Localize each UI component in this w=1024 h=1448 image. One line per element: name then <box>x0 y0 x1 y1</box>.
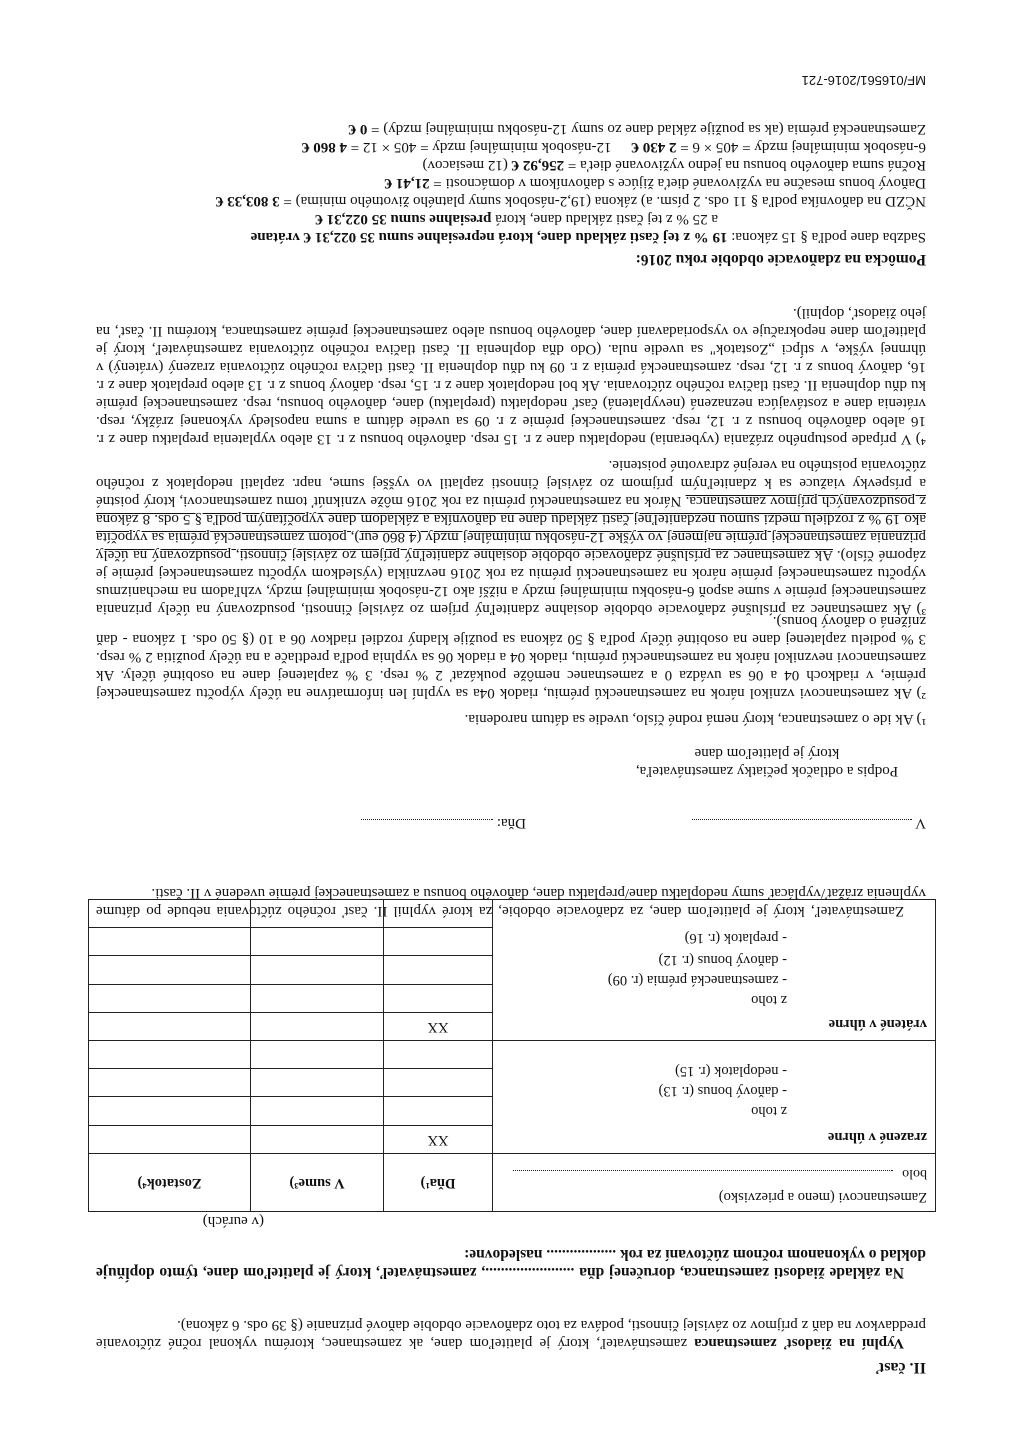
employee-name-field[interactable] <box>513 1170 893 1171</box>
cell[interactable] <box>89 1097 251 1125</box>
employee-cell <box>493 1154 936 1212</box>
cell[interactable] <box>384 984 493 1012</box>
footnote-3-b: Ak zamestnanec za príslušné zdaňovacie obdobie dosiahne zdaniteľný príjem zo závislej činnosti, posudzovaný na účely priznania zamestnaneckej prémie najmenej vo výške 12-násobku minimálnej mzdy (4 860 eur), potom zamestnanecká prémia sa vypočíta ako 19 % z rozdielu medzi sumou nezdaniteľnej časti základu dane na daňovníka a základom dane vypočítaným podľa § 5 ods. 8 zákona z posudzovaných príjmov zamestnanca. <box>96 493 926 563</box>
returned-item-bonus: - daňový bonus (r. 12) <box>658 952 787 968</box>
helper-line-premium <box>96 120 926 138</box>
employee-row-2 <box>513 1165 927 1181</box>
helper-bonus-month-a: Daňový bonus mesačne na vyživované dieťa žijúce s daňovníkom v domácnosti = <box>429 175 926 191</box>
withheld-total-day: XX <box>384 1125 493 1153</box>
returned-total-day: XX <box>384 1012 493 1040</box>
returned-item-overpayment: - preplatok (r. 16) <box>684 930 787 946</box>
helper-nczd-b: 3 803,33 € <box>215 193 280 209</box>
helper-tax-rate-d: presiahne sumu 35 022,31 € <box>315 211 492 227</box>
intro-text: zamestnávateľ, ktorý je platiteľom dane, ak zamestnanec, ktorému vykonal ročné zúčtovanie preddavkov na daň z príjmov zo závislej činnosti, podáva za toto zdaňovacie obdobie daňové priznanie (§ 39 ods. 6 zákona). <box>95 1317 926 1351</box>
header-day: Dňa¹) <box>384 1154 493 1212</box>
helper-lines <box>96 120 926 246</box>
helper-line-nczd <box>96 192 926 210</box>
cell[interactable] <box>251 1097 384 1125</box>
footnote-2: ²) Ak zamestnancovi vznikol nárok na zamestnaneckú prémiu, riadok 04a sa vyplní len informatívne na účely výpočtu zamestnaneckej prémie, v riadkoch 04 a 06 sa uvádza 0 a zamestnanec nemôže poukázať 2 % resp. 3 % zaplatenej dane na osobitné účely. Ak zamestnancovi nevznikol nárok na zamestnaneckú prémiu, riadok 04 a riadok 06 sa vyplnia podľa predtlače a na účely použitia 2 % resp. 3 % podielu zaplatenej dane na osobitné účely podľa § 50 zákona sa použije kladný rozdiel riadkov 06 a 10 (§ 50 ods. 1 zákona - daň znížená o daňový bonus). <box>96 613 926 701</box>
cell[interactable] <box>251 956 384 984</box>
returned-block <box>493 900 936 1041</box>
intro-paragraph <box>96 1316 926 1352</box>
currency-note: (v eurách) <box>202 1213 264 1229</box>
cell[interactable] <box>384 1041 493 1069</box>
place-line <box>692 814 926 832</box>
helper-bonus-year-c: (12 mesiacov) <box>422 157 512 173</box>
helper-six-wage-b: 2 430 € <box>631 139 677 155</box>
date-field[interactable] <box>361 819 493 820</box>
cell[interactable] <box>251 1041 384 1069</box>
date-line <box>361 814 526 832</box>
withheld-total-amount[interactable] <box>251 1125 384 1153</box>
helper-nczd-a: NČZD na daňovníka podľa § 11 ods. 2 písm. a) zákona (19,2-násobok sumy platného životného minima) = <box>279 193 926 209</box>
cell[interactable] <box>384 956 493 984</box>
footnote-3 <box>96 456 926 618</box>
signature-caption-2: ktorý je platiteľom dane <box>694 745 840 761</box>
helper-line-bonus-month <box>96 174 926 192</box>
helper-bonus-year-b: 256,92 € <box>511 157 565 173</box>
intro-lead: Vyplní na žiadosť zamestnanca <box>687 1335 904 1351</box>
returned-of-which: z toho <box>751 992 787 1008</box>
header-remainder: Zostatok⁴) <box>89 1154 251 1212</box>
withheld-of-which: z toho <box>751 1103 787 1119</box>
helper-tax-rate-c: a 25 % z tej časti základu dane, ktorá <box>491 211 718 227</box>
withheld-label: zrazené v úhrne <box>827 1129 927 1145</box>
helper-six-wage-a: 6-násobok minimálnej mzdy = 405 × 6 = <box>676 139 926 155</box>
cell[interactable] <box>89 984 251 1012</box>
helper-line-bonus-year <box>96 156 926 174</box>
date-label: Dňa: <box>496 815 526 831</box>
cell[interactable] <box>384 1069 493 1097</box>
helper-line-tax-rate <box>96 228 926 246</box>
helper-line-min-wage <box>96 138 926 156</box>
withheld-block <box>493 1041 936 1154</box>
footnote-3-c: Nárok na zamestnaneckú prémiu za rok 2016 môže vzniknúť tomu zamestnancovi, ktorý poistné a príspevky viažuce sa k zdaniteľným príjmom zo závislej činnosti zaplatil vo vyššej sume, napr. zaplatil nedoplatok z ročného zúčtovania poistného na verejné zdravotné poistenie. <box>96 457 926 509</box>
header-amount: V sume³) <box>251 1154 384 1212</box>
helper-line-tax-rate-2 <box>96 210 926 228</box>
helper-bonus-year-a: Ročná suma daňového bonusu na jedno vyživované dieťa = <box>564 157 926 173</box>
cell[interactable] <box>384 1097 493 1125</box>
helper-twelve-wage-b: 4 860 € <box>301 139 347 155</box>
returned-item-premium: - zamestnanecká prémia (r. 09) <box>607 972 787 988</box>
employee-label: Zamestnancovi (meno a priezvisko) <box>718 1189 927 1205</box>
footnote-3-a: ³) Ak zamestnanec za príslušné zdaňovacie obdobie dosiahne zdaniteľný príjem zo závislej činnosti, posudzovaný na účely priznania zamestnaneckej prémie v sume aspoň 6-násobku minimálnej mzdy a nižší ako 12-násobok minimálnej mzdy, vzhľadom na mechanizmus výpočtu zamestnaneckej prémie nárok na zamestnaneckú prémiu za rok 2016 nevznikla (výsledkom výpočtu zamestnaneckej prémie je záporné číslo). <box>96 547 926 617</box>
helper-bonus-month-b: 21,41 € <box>384 175 430 191</box>
bolo-label: bolo <box>902 1166 927 1181</box>
cell[interactable] <box>89 1069 251 1097</box>
signature-caption-1: Podpis a odtlačok pečiatky zamestnávateľa, <box>635 763 899 779</box>
document-reference: MF/016561/2016-721 <box>801 73 926 88</box>
employer-statement: Zamestnávateľ, ktorý je platiteľom dane, za zdaňovacie obdobie, za ktoré vyplnil II. časť ročného zúčtovania nebude po dátume vyplnenia zrážať/vyplácať sumy nedoplatku dane/preplatku dane, daňového bonusu a zamestnaneckej prémie uvedené v II. časti. <box>96 885 926 919</box>
withheld-total-remainder[interactable] <box>89 1125 251 1153</box>
helper-premium-b: 0 € <box>348 121 368 137</box>
place-field[interactable] <box>692 819 912 820</box>
returned-total-amount[interactable] <box>251 1012 384 1040</box>
helper-tax-rate-b: 19 % z tej časti základu dane, ktorá nepresiahne sumu 35 022,31 € vrátane <box>250 229 728 245</box>
helper-tax-rate-a: Sadzba dane podľa § 15 zákona: <box>727 229 926 245</box>
cell[interactable] <box>251 928 384 956</box>
summary-table <box>88 899 936 1212</box>
request-statement: Na základe žiadosti zamestnanca, doručenej dňa ......................., zamestnávateľ, ktorý je platiteľom dane, týmto dopĺňuje doklad o vykonanom ročnom zúčtovaní za rok .................. nasledovne: <box>96 1246 926 1281</box>
signature-caption <box>632 744 902 780</box>
cell[interactable] <box>251 1069 384 1097</box>
cell[interactable] <box>384 928 493 956</box>
cell[interactable] <box>89 956 251 984</box>
section-title: II. časť <box>875 1359 926 1376</box>
cell[interactable] <box>89 1041 251 1069</box>
cell[interactable] <box>251 984 384 1012</box>
helper-twelve-wage-a: 12-násobok minimálnej mzdy = 405 × 12 = <box>346 139 612 155</box>
helper-premium-a: Zamestnanecká prémia (ak sa použije základ dane zo sumy 12-násobku minimálnej mzdy) = <box>367 121 926 137</box>
place-label: V <box>915 815 926 831</box>
helper-title: Pomôcka na zdaňovacie obdobie roku 2016: <box>635 251 926 268</box>
cell[interactable] <box>89 928 251 956</box>
footnote-4: ⁴) V prípade postupného zrážania (vyberania) nedoplatku dane z r. 15 resp. daňového bonusu z r. 13 alebo vyplatenia preplatku dane z r. 16 alebo daňového bonusu z r. 12, resp. zamestnaneckej prémie z r. 09 sa uvedie dátum a suma naposledy vykonanej zrážky, resp. vrátenia dane a zostávajúca neznazená (nevyplatená) časť nedoplatku (preplatku) dane, daňového bonusu, resp. zamestnaneckej prémie ku dňu doplnenia II. časti tlačiva ročného zúčtovania. Ak bol nedoplatok dane z r. 15, resp. daňový bonus z r. 13 alebo preplatok dane z r. 16, daňový bonus z r. 12, resp. zamestnanecká prémia z r. 09 ku dňu doplnenia II. časti tlačiva ročného zúčtovania zrazený (vrátený) v úhrnnej výške, v stĺpci „Zostatok" sa uvedie nula. (Odo dňa doplnenia II. časti tlačiva ročného zúčtovania zamestnávateľ, ktorý je platiteľom dane nepokračuje vo vysporiadavaní dane, daňového bonusu alebo zamestnaneckej prémie zamestnanca, ktorému II. časť, na jeho žiadosť, doplnil). <box>96 305 926 447</box>
withheld-item-bonus: - daňový bonus (r. 13) <box>658 1083 787 1099</box>
returned-total-remainder[interactable] <box>89 1012 251 1040</box>
withheld-item-underpayment: - nedoplatok (r. 15) <box>675 1063 787 1079</box>
returned-label: vrátené v úhrne <box>828 1016 927 1032</box>
footnote-1: ¹) Ak ide o zamestnanca, ktorý nemá rodné číslo, uvedie sa dátum narodenia. <box>464 711 926 727</box>
